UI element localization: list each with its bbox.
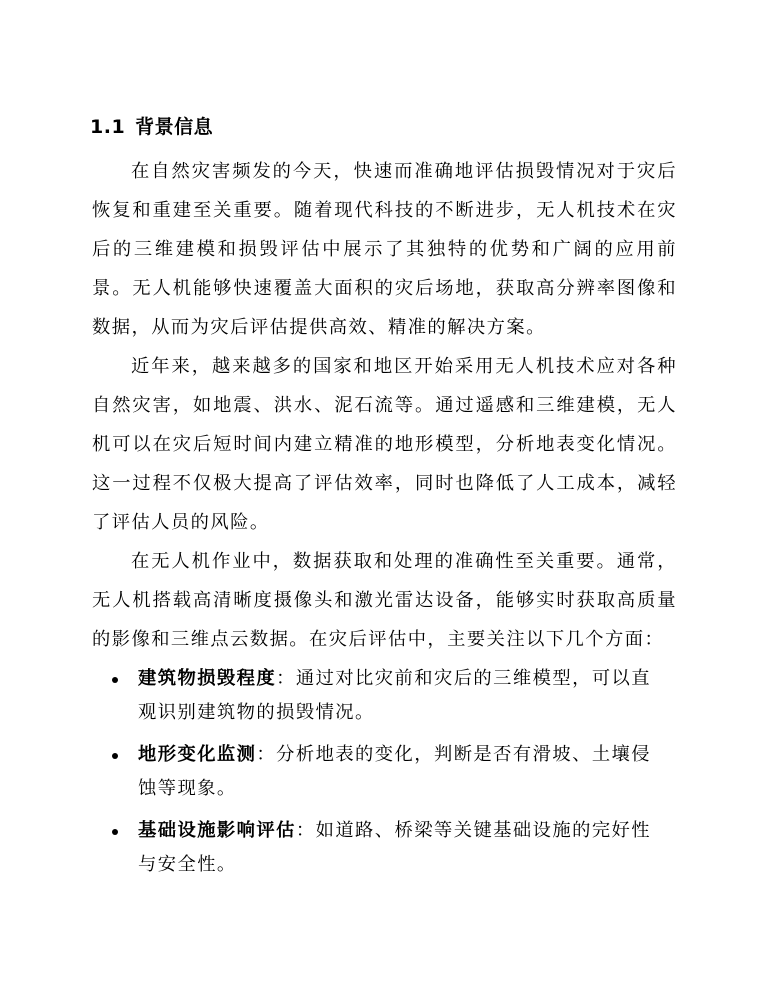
paragraph-data-accuracy: 在无人机作业中，数据获取和处理的准确性至关重要。通常，无人机搭载高清晰度摄像头和激光雷达设备，能够实时获取高质量的影像和三维点云数据。在灾后评估中，主要关注以下几个方面： — [92, 551, 677, 650]
list-item-term: 基础设施影响评估 — [138, 820, 296, 841]
bullet-icon — [112, 753, 118, 759]
list-item-text: ：如道路、桥梁等关键基础设施的完好性与安全性。 — [138, 820, 652, 875]
paragraph-recent-years: 近年来，越来越多的国家和地区开始采用无人机技术应对各种自然灾害，如地震、洪水、泥石流等。通过遥感和三维建模，无人机可以在灾后短时间内建立精准的地形模型，分析地表变化情况。这一过程不仅极大提高了评估效率，同时也降低了人工成本，减轻了评估人员的风险。 — [92, 356, 677, 533]
list-item-text: ：分析地表的变化，判断是否有滑坡、土壤侵蚀等现象。 — [138, 744, 652, 799]
list-item-text: ：通过对比灾前和灾后的三维模型，可以直观识别建筑物的损毁情况。 — [138, 668, 652, 723]
bullet-icon — [112, 677, 118, 683]
list-item-term: 地形变化监测 — [138, 744, 257, 765]
section-title: 背景信息 — [135, 116, 214, 138]
list-item — [110, 738, 670, 806]
section-heading — [90, 114, 213, 140]
paragraph-intro: 在自然灾害频发的今天，快速而准确地评估损毁情况对于灾后恢复和重建至关重要。随着现代科技的不断进步，无人机技术在灾后的三维建模和损毁评估中展示了其独特的优势和广阔的应用前景。无人机能够快速覆盖大面积的灾后场地，获取高分辨率图像和数据，从而为灾后评估提供高效、精准的解决方案。 — [92, 161, 677, 338]
bullet-icon — [112, 829, 118, 835]
list-item — [110, 814, 670, 882]
section-number: 1.1 — [90, 116, 126, 138]
focus-areas-list — [110, 662, 670, 890]
list-item-term: 建筑物损毁程度 — [138, 668, 277, 689]
list-item — [110, 662, 670, 730]
